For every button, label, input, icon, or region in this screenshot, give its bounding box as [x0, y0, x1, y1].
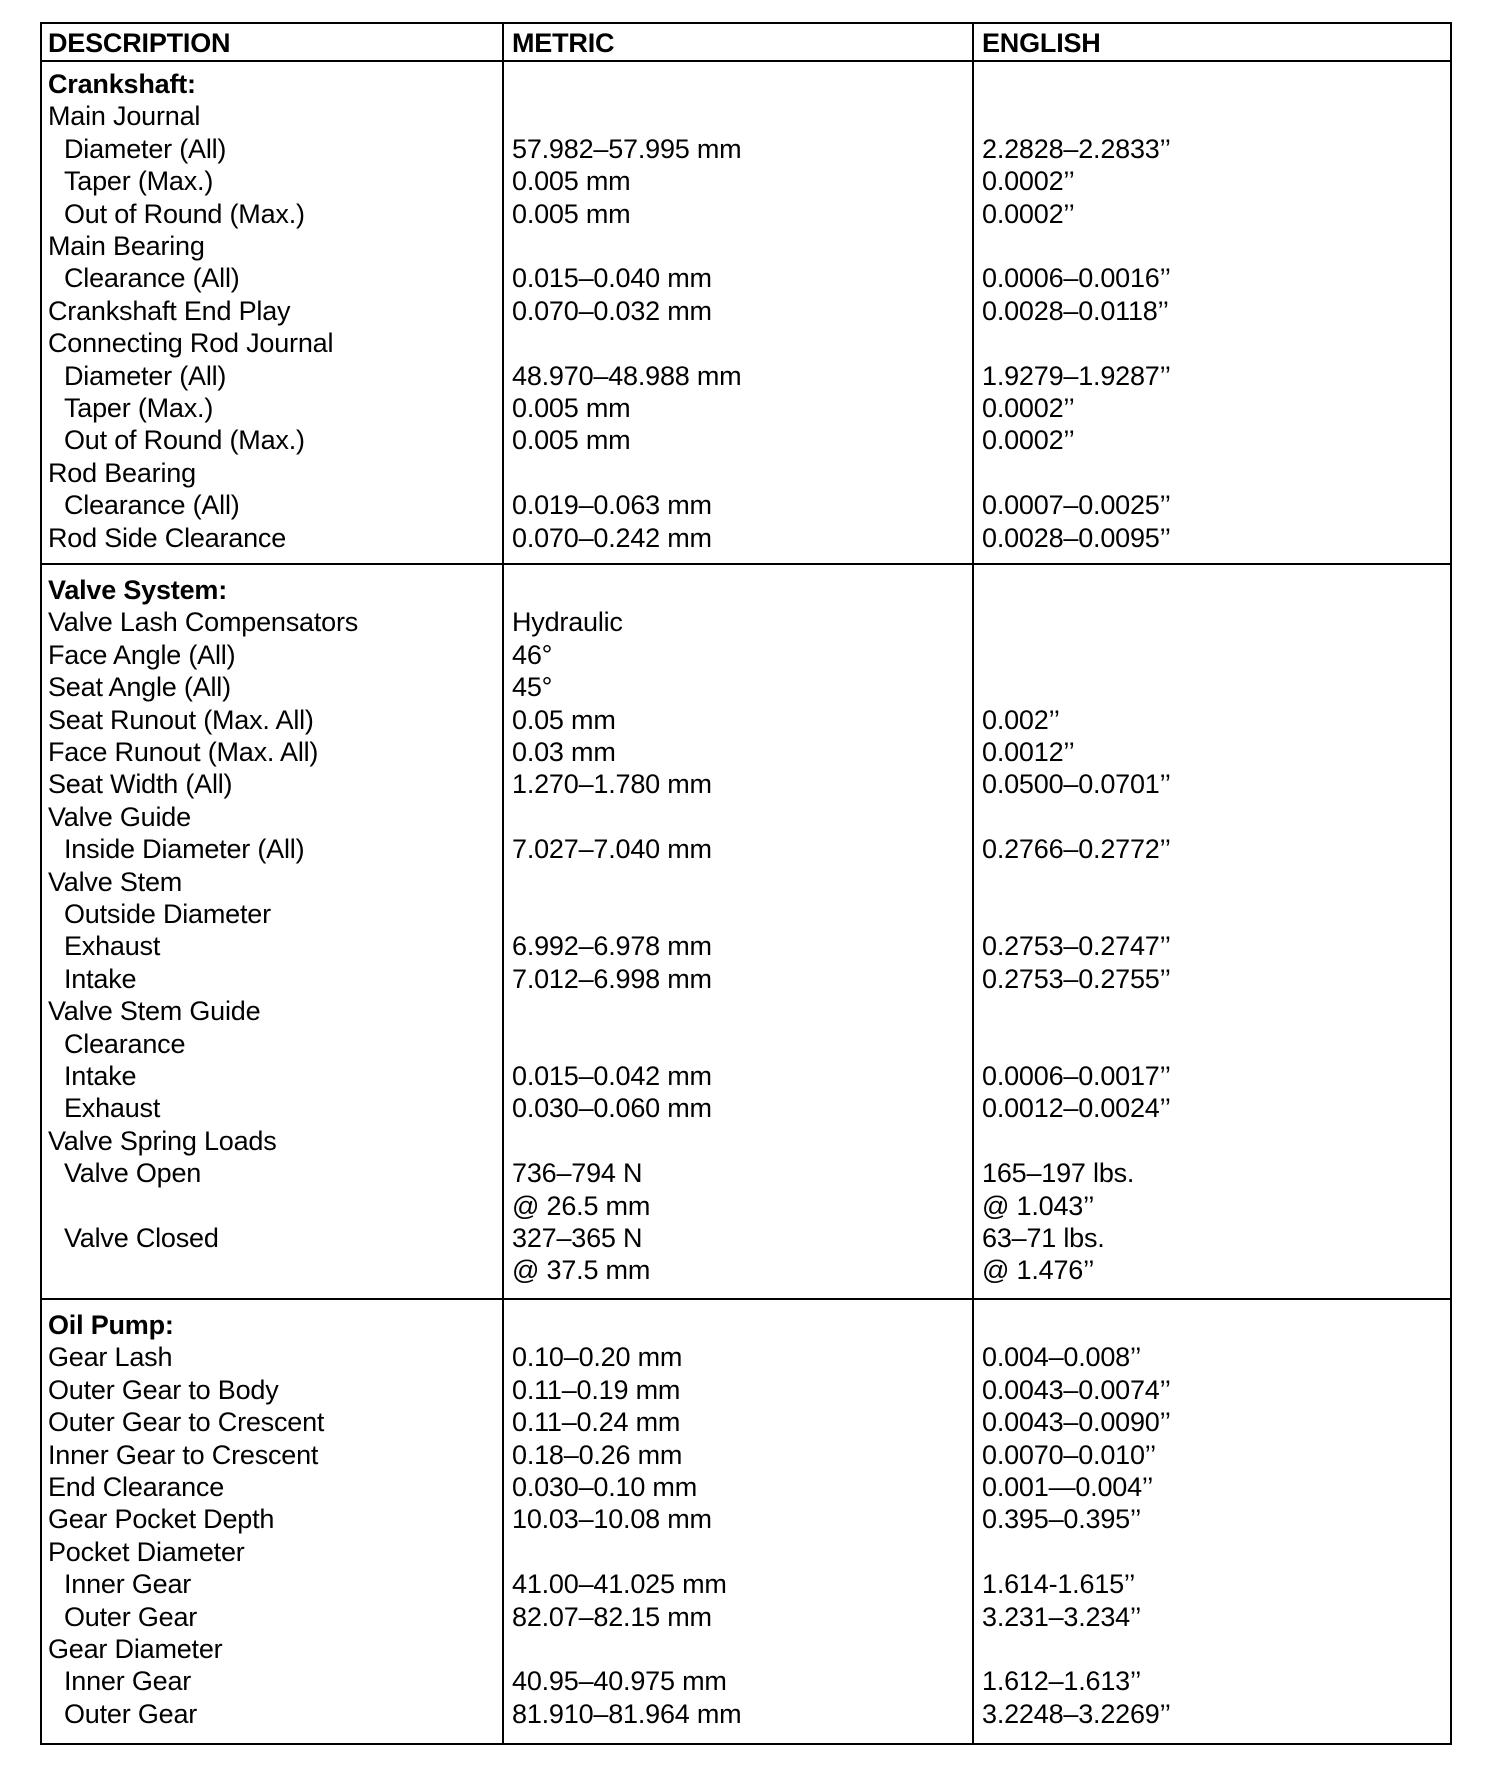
spec-description: Valve Open: [64, 1158, 202, 1189]
section-title: Crankshaft:: [48, 69, 196, 99]
column-divider-2: [972, 24, 974, 1743]
spec-description: Valve Lash Compensators: [48, 607, 359, 638]
spec-metric-value: 0.030–0.10 mm: [512, 1472, 698, 1502]
spec-metric-value: 1.270–1.780 mm: [512, 769, 712, 800]
spec-description: End Clearance: [48, 1472, 225, 1502]
spec-description: Valve Stem: [48, 866, 183, 897]
spec-english-value: 2.2828–2.2833’’: [982, 133, 1171, 164]
spec-english-value: @ 1.043’’: [982, 1190, 1095, 1221]
spec-english-value: 63–71 lbs.: [982, 1223, 1105, 1253]
spec-description: Pocket Diameter: [48, 1536, 245, 1567]
spec-description: Clearance: [64, 1028, 186, 1059]
spec-english-value: 0.0028–0.0118’’: [982, 295, 1169, 326]
spec-english-value: 3.231–3.234’’: [982, 1601, 1142, 1632]
spec-metric-value: 41.00–41.025 mm: [512, 1569, 727, 1600]
header-english: ENGLISH: [982, 28, 1101, 58]
spec-description: Taper (Max.): [64, 166, 214, 197]
spec-metric-value: 0.11–0.19 mm: [512, 1374, 681, 1405]
spec-english-value: 0.0043–0.0074’’: [982, 1374, 1171, 1405]
spec-description: Intake: [64, 963, 137, 994]
spec-metric-value: 0.05 mm: [512, 704, 616, 735]
section-divider-1: [42, 563, 1450, 565]
spec-description: Face Angle (All): [48, 639, 236, 670]
spec-metric-value: 0.015–0.042 mm: [512, 1061, 712, 1091]
spec-metric-value: 0.070–0.242 mm: [512, 522, 712, 553]
spec-description: Crankshaft End Play: [48, 295, 291, 326]
spec-metric-value: 82.07–82.15 mm: [512, 1601, 712, 1632]
spec-description: Valve Stem Guide: [48, 996, 261, 1027]
spec-english-value: 0.002’’: [982, 704, 1060, 735]
spec-description: Valve Guide: [48, 801, 191, 832]
spec-english-value: 0.0028–0.0095’’: [982, 522, 1171, 553]
spec-metric-value: 0.005 mm: [512, 393, 631, 423]
spec-description: Outer Gear: [64, 1698, 198, 1729]
column-divider-1: [502, 24, 504, 1743]
spec-english-value: 0.0500–0.0701’’: [982, 769, 1171, 800]
spec-description: Inside Diameter (All): [64, 834, 305, 865]
spec-metric-value: 0.18–0.26 mm: [512, 1439, 683, 1470]
spec-metric-value: 0.019–0.063 mm: [512, 490, 712, 521]
spec-description: Main Bearing: [48, 231, 205, 261]
spec-table: [40, 22, 1452, 1745]
spec-metric-value: 6.992–6.978 mm: [512, 931, 712, 962]
spec-metric-value: 0.03 mm: [512, 737, 616, 767]
spec-description: Seat Angle (All): [48, 672, 231, 703]
spec-description: Out of Round (Max.): [64, 425, 305, 456]
spec-description: Diameter (All): [64, 360, 227, 391]
spec-description: Taper (Max.): [64, 393, 214, 423]
spec-description: Valve Closed: [64, 1223, 219, 1253]
spec-description: Clearance (All): [64, 490, 240, 521]
spec-description: Gear Pocket Depth: [48, 1504, 275, 1535]
spec-english-value: 0.0006–0.0017’’: [982, 1061, 1171, 1091]
spec-description: Seat Runout (Max. All): [48, 704, 314, 735]
section-title: Oil Pump:: [48, 1310, 174, 1340]
spec-description: Outer Gear to Body: [48, 1374, 279, 1405]
spec-description: Rod Side Clearance: [48, 522, 287, 553]
section-divider-2: [42, 1298, 1450, 1300]
spec-description: Rod Bearing: [48, 457, 196, 488]
spec-metric-value: 45°: [512, 672, 553, 703]
spec-description: Outer Gear: [64, 1601, 198, 1632]
spec-description: Main Journal: [48, 101, 201, 132]
spec-description: Connecting Rod Journal: [48, 328, 334, 359]
section-title: Valve System:: [48, 575, 228, 605]
spec-metric-value: 0.070–0.032 mm: [512, 295, 712, 326]
spec-description: Intake: [64, 1061, 137, 1091]
header-metric: METRIC: [512, 28, 615, 58]
spec-metric-value: 40.95–40.975 mm: [512, 1666, 727, 1697]
spec-description: Inner Gear: [64, 1569, 192, 1600]
spec-english-value: 1.9279–1.9287’’: [982, 360, 1171, 391]
spec-english-value: 0.0006–0.0016’’: [982, 263, 1171, 294]
spec-english-value: 0.0070–0.010’’: [982, 1439, 1156, 1470]
spec-description: Gear Diameter: [48, 1634, 223, 1664]
spec-description: Gear Lash: [48, 1342, 173, 1373]
spec-description: Clearance (All): [64, 263, 240, 294]
spec-english-value: 0.0002’’: [982, 166, 1075, 197]
spec-english-value: 1.612–1.613’’: [982, 1666, 1142, 1697]
spec-english-value: 0.2766–0.2772’’: [982, 834, 1171, 865]
spec-description: Exhaust: [64, 931, 161, 962]
spec-english-value: 0.0002’’: [982, 198, 1075, 229]
spec-description: Outside Diameter: [64, 899, 271, 929]
spec-english-value: 0.0002’’: [982, 393, 1075, 423]
spec-description: Exhaust: [64, 1093, 161, 1124]
spec-metric-value: 0.10–0.20 mm: [512, 1342, 683, 1373]
spec-english-value: 0.0002’’: [982, 425, 1075, 456]
spec-metric-value: 0.005 mm: [512, 425, 631, 456]
spec-metric-value: Hydraulic: [512, 607, 623, 638]
spec-metric-value: 81.910–81.964 mm: [512, 1698, 742, 1729]
spec-english-value: 1.614-1.615’’: [982, 1569, 1136, 1600]
spec-metric-value: @ 26.5 mm: [512, 1190, 651, 1221]
spec-english-value: 0.0043–0.0090’’: [982, 1407, 1171, 1438]
spec-metric-value: 57.982–57.995 mm: [512, 133, 742, 164]
spec-metric-value: 46°: [512, 639, 553, 670]
header-description: DESCRIPTION: [48, 28, 231, 58]
spec-description: Seat Width (All): [48, 769, 233, 800]
spec-english-value: 0.2753–0.2755’’: [982, 963, 1171, 994]
spec-metric-value: 0.005 mm: [512, 166, 631, 197]
spec-description: Valve Spring Loads: [48, 1125, 277, 1156]
spec-english-value: 0.0007–0.0025’’: [982, 490, 1171, 521]
spec-metric-value: 48.970–48.988 mm: [512, 360, 742, 391]
spec-english-value: 0.001—0.004’’: [982, 1472, 1154, 1502]
spec-english-value: 0.2753–0.2747’’: [982, 931, 1171, 962]
spec-metric-value: 0.015–0.040 mm: [512, 263, 712, 294]
spec-metric-value: 0.030–0.060 mm: [512, 1093, 712, 1124]
spec-english-value: @ 1.476’’: [982, 1255, 1095, 1286]
spec-metric-value: 7.027–7.040 mm: [512, 834, 712, 865]
spec-english-value: 0.0012’’: [982, 737, 1075, 767]
spec-english-value: 165–197 lbs.: [982, 1158, 1135, 1189]
spec-metric-value: 10.03–10.08 mm: [512, 1504, 712, 1535]
spec-description: Face Runout (Max. All): [48, 737, 319, 767]
spec-metric-value: 327–365 N: [512, 1223, 643, 1253]
spec-english-value: 3.2248–3.2269’’: [982, 1698, 1171, 1729]
spec-english-value: 0.0012–0.0024’’: [982, 1093, 1171, 1124]
spec-metric-value: 736–794 N: [512, 1158, 643, 1189]
spec-description: Inner Gear to Crescent: [48, 1439, 319, 1470]
spec-description: Out of Round (Max.): [64, 198, 305, 229]
spec-metric-value: 0.11–0.24 mm: [512, 1407, 681, 1438]
spec-description: Inner Gear: [64, 1666, 192, 1697]
header-divider: [42, 60, 1450, 62]
spec-english-value: 0.004–0.008’’: [982, 1342, 1142, 1373]
spec-metric-value: 7.012–6.998 mm: [512, 963, 712, 994]
spec-description: Outer Gear to Crescent: [48, 1407, 325, 1438]
spec-english-value: 0.395–0.395’’: [982, 1504, 1142, 1535]
spec-metric-value: 0.005 mm: [512, 198, 631, 229]
spec-description: Diameter (All): [64, 133, 227, 164]
spec-metric-value: @ 37.5 mm: [512, 1255, 651, 1286]
